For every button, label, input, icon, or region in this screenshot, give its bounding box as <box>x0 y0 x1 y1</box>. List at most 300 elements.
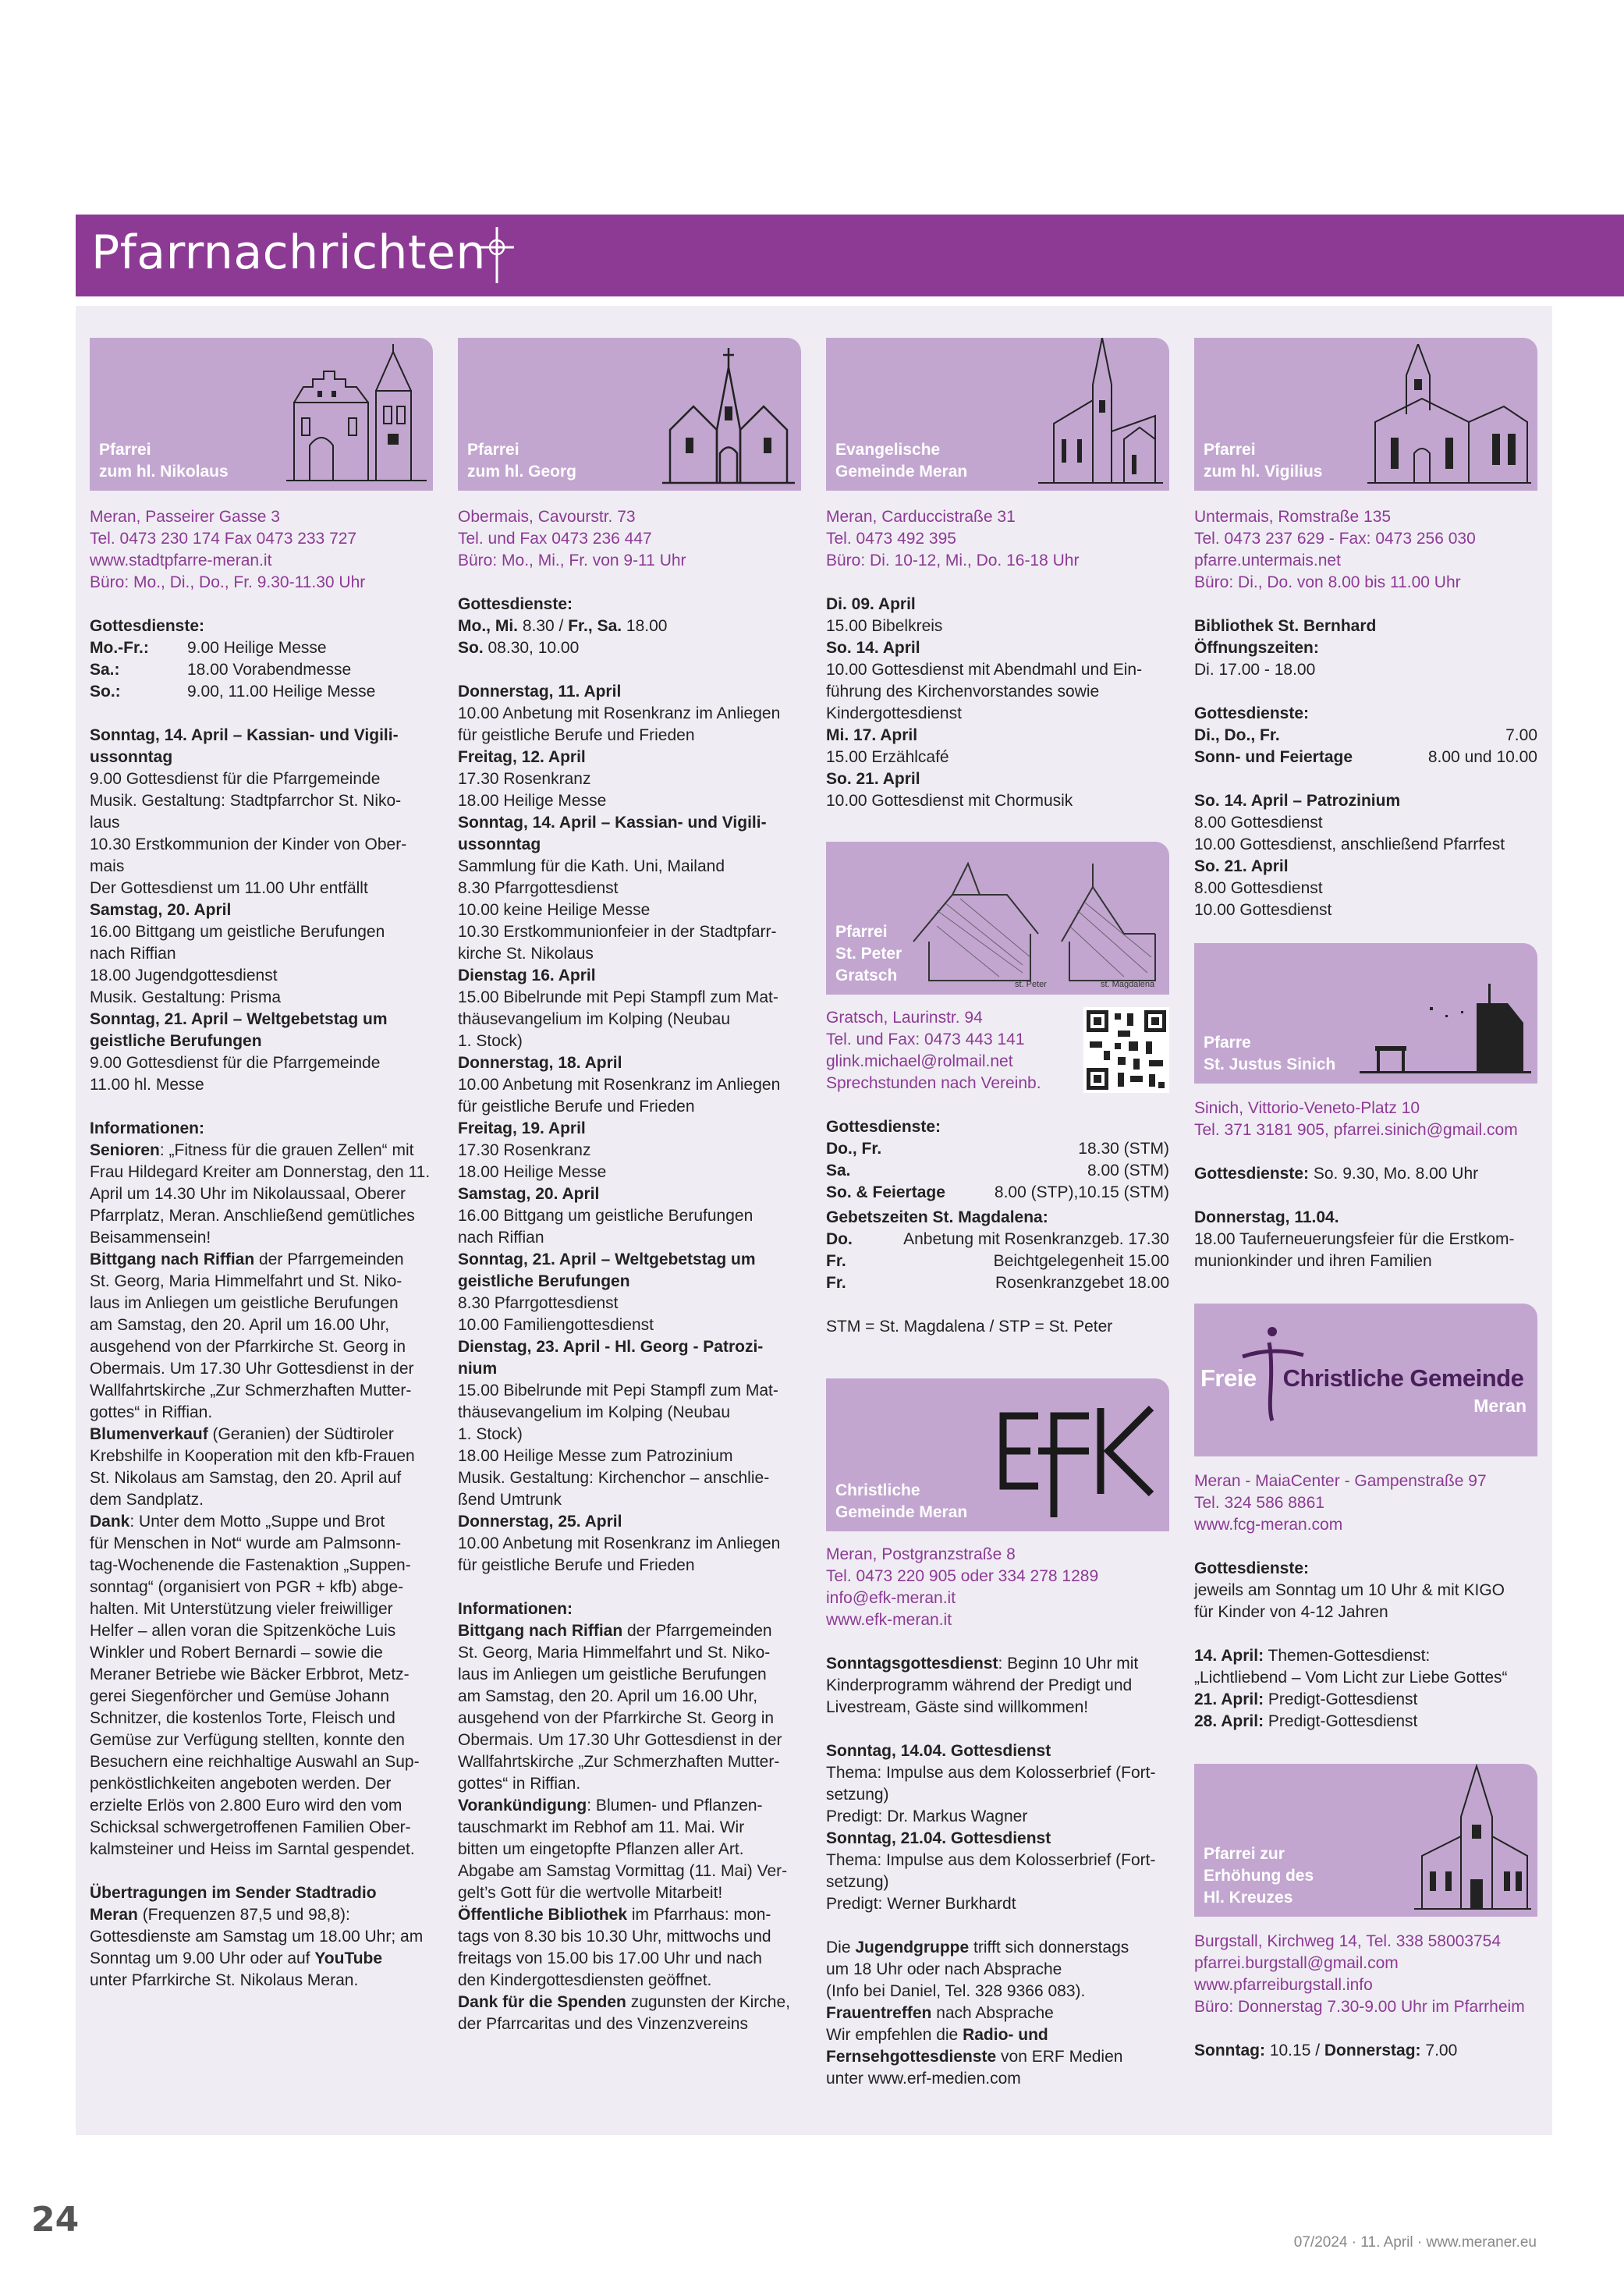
service-day: Sonn- und Feiertage <box>1194 748 1353 766</box>
text-line <box>1194 2040 1537 2062</box>
text-line: 9.00 Gottesdienst für die Pfarrgemeinde <box>90 1054 381 1072</box>
text-line <box>458 1664 801 1686</box>
email-link[interactable]: glink.michael@rolmail.net <box>826 1052 1013 1070</box>
text-segment: Krebshilfe in Kooperation mit den kfb-Frauen <box>90 1447 415 1465</box>
card-label-line: zum hl. Georg <box>467 463 577 481</box>
text-line: 10.00 Gottesdienst <box>1194 901 1332 919</box>
efk-info <box>826 1653 1169 1719</box>
text-line: Thema: Impulse aus dem Kolosserbrief (Fort- <box>826 1851 1156 1869</box>
text-segment: unter Pfarrkirche St. Nikolaus Meran. <box>90 1971 359 1989</box>
text-line: nium <box>458 1360 498 1378</box>
service-day: Do., Fr. <box>826 1140 882 1158</box>
card-evangelisch <box>826 338 1169 491</box>
text-segment: gottes“ in Riffian. <box>458 1775 581 1793</box>
text-segment: gelt’s Gott für die wertvolle Mitarbeit! <box>458 1884 723 1902</box>
column-nikolaus <box>90 338 433 1992</box>
text-line: für geistliche Berufe und Frieden <box>458 726 695 744</box>
text-line: Sonntag, 21. April – Weltgebetstag um <box>90 1010 388 1028</box>
text-line <box>458 1970 801 1992</box>
text-segment: Beisammensein! <box>90 1229 211 1247</box>
text-segment: Sonntag: <box>1194 2042 1265 2059</box>
info-heading: Informationen: <box>458 1600 573 1618</box>
text-segment: Übertragungen im Sender Stadtradio <box>90 1884 377 1902</box>
column-vigilius <box>1194 338 1537 2062</box>
text-line: Di. 17.00 - 18.00 <box>1194 661 1316 679</box>
text-line: 11.00 hl. Messe <box>90 1076 204 1094</box>
text-line: Samstag, 20. April <box>90 901 232 919</box>
radio-block <box>90 1882 433 1992</box>
text-line: 15.00 Erzählcafé <box>826 748 949 766</box>
text-segment: ausgehend von der Pfarrkirche St. Georg in <box>90 1338 406 1356</box>
text-segment: : Unter dem Motto „Suppe und Brot <box>129 1513 385 1531</box>
text-line: 10.00 Familiengottesdienst <box>458 1316 654 1334</box>
service-time: 8.00 (STM) <box>1087 1162 1169 1180</box>
text-segment: Die <box>826 1939 856 1956</box>
card-label-line: Gratsch <box>835 967 898 984</box>
text-segment: kalmsteiner und Heiss im Sarntal gespendet. <box>90 1840 415 1858</box>
text-segment: zugunsten der Kirche, <box>626 1993 790 2011</box>
text-line: 18.00 Tauferneuerungsfeier für die Erstkom- <box>1194 1230 1515 1248</box>
text-line: 1. Stock) <box>458 1032 523 1050</box>
text-segment: tauschmarkt im Rebhof am 11. Mai. Wir <box>458 1818 745 1836</box>
card-label <box>835 439 967 483</box>
text-segment: Themen-Gottesdienst: <box>1264 1647 1431 1665</box>
text-line: 8.00 Gottesdienst <box>1194 814 1323 832</box>
text-line <box>458 2013 801 2035</box>
sketch-caption: st. Magdalena <box>1101 980 1155 988</box>
text-line: 10.00 Gottesdienst mit Chormusik <box>826 792 1073 810</box>
text-segment: Fr., Sa. <box>568 617 622 635</box>
text-segment: Schnitzer, die kostenlos Torte, Fleisch und <box>90 1709 395 1727</box>
text-line <box>826 1697 1169 1719</box>
text-line <box>90 1249 433 1271</box>
office-hours: Büro: Mo., Di., Do., Fr. 9.30-11.30 Uhr <box>90 573 366 591</box>
text-line <box>1194 1689 1537 1711</box>
service-time: 8.00 (STP),10.15 (STM) <box>994 1183 1169 1201</box>
efk-logo-text: EFK <box>991 1392 993 1393</box>
text-segment: April um 14.30 Uhr im Nikolaussaal, Oberer <box>90 1185 406 1203</box>
text-line <box>90 1664 433 1686</box>
efk-events <box>826 1740 1169 1915</box>
card-label-line: Gemeinde Meran <box>835 463 968 481</box>
text-line: 18.00 Heilige Messe zum Patrozinium <box>458 1447 733 1465</box>
text-segment: (Frequenzen 87,5 und 98,8): <box>137 1906 350 1924</box>
contact-block <box>826 506 1169 572</box>
text-line: Donnerstag, 25. April <box>458 1513 622 1531</box>
text-line <box>90 1577 433 1598</box>
text-segment: (Geranien) der Südtiroler <box>207 1425 394 1443</box>
text-line <box>458 1729 801 1751</box>
service-time: 7.00 <box>1505 726 1537 744</box>
text-line: 16.00 Bittgang um geistliche Berufungen <box>458 1207 753 1225</box>
text-line: 10.00 Gottesdienst mit Abendmahl und Ein- <box>826 661 1143 679</box>
qr-code-icon[interactable] <box>1083 1007 1169 1093</box>
text-segment: gottes“ in Riffian. <box>90 1403 213 1421</box>
text-line: So. 14. April – Patrozinium <box>1194 792 1401 810</box>
website-link[interactable]: pfarre.untermais.net <box>1194 552 1341 569</box>
text-line: Freitag, 19. April <box>458 1119 586 1137</box>
text-line: 18.00 Heilige Messe <box>458 1163 607 1181</box>
office-hours: Büro: Di., Do. von 8.00 bis 11.00 Uhr <box>1194 573 1461 591</box>
services-block <box>1194 703 1537 768</box>
text-line: So. 14. April <box>826 639 920 657</box>
service-time: 18.30 (STM) <box>1078 1140 1169 1158</box>
card-label-line: St. Justus Sinich <box>1204 1055 1336 1073</box>
text-line <box>826 1653 1169 1675</box>
service-day: Di., Do., Fr. <box>1194 726 1280 744</box>
text-line: Predigt: Dr. Markus Wagner <box>826 1807 1028 1825</box>
text-segment: Livestream, Gäste sind willkommen! <box>826 1698 1089 1716</box>
text-line <box>458 1795 801 1817</box>
card-efk <box>826 1378 1169 1531</box>
address: Untermais, Romstraße 135 <box>1194 508 1392 526</box>
text-segment: laus im Anliegen um geistliche Berufungen <box>458 1666 767 1683</box>
text-line: Musik. Gestaltung: Kirchenchor – anschlie- <box>458 1469 770 1487</box>
text-line: Dienstag 16. April <box>458 967 596 984</box>
text-line: jeweils am Sonntag um 10 Uhr & mit KIGO <box>1194 1581 1505 1599</box>
text-segment: Senioren <box>90 1141 160 1159</box>
text-line: Freitag, 12. April <box>458 748 586 766</box>
events-block <box>458 681 801 1577</box>
text-segment: laus im Anliegen um geistliche Berufungen <box>90 1294 399 1312</box>
office-hours: Büro: Mo., Mi., Fr. von 9-11 Uhr <box>458 552 686 569</box>
text-segment: ausgehend von der Pfarrkirche St. Georg in <box>458 1709 775 1727</box>
text-line: Musik. Gestaltung: Prisma <box>90 988 282 1006</box>
text-segment: Jugendgruppe <box>855 1939 970 1956</box>
text-line <box>826 2024 1169 2046</box>
efk-more <box>826 1937 1169 2090</box>
card-label <box>99 439 229 483</box>
page-number: 24 <box>31 2200 80 2240</box>
website-link[interactable]: www.efk-meran.it <box>826 1611 952 1629</box>
contact-block <box>458 506 801 572</box>
text-line: Gottesdienste: <box>1194 1559 1310 1577</box>
prayer-heading: Gebetszeiten St. Magdalena: <box>826 1208 1048 1226</box>
text-line: Mi. 17. April <box>826 726 918 744</box>
text-segment: der Pfarrgemeinden <box>622 1622 772 1640</box>
text-line <box>90 1926 433 1948</box>
text-segment: Vorankündigung <box>458 1797 587 1815</box>
card-label <box>1204 1843 1314 1909</box>
text-segment: gerei Siegenförcher und Gemüse Johann <box>90 1687 390 1705</box>
text-line: 1. Stock) <box>458 1425 523 1443</box>
address: Gratsch, Laurinstr. 94 <box>826 1009 983 1027</box>
text-line <box>90 1511 433 1533</box>
text-segment: Frau Hildegard Kreiter am Donnerstag, den 11. <box>90 1163 431 1181</box>
fcg-services <box>1194 1558 1537 1623</box>
text-line: Samstag, 20. April <box>458 1185 600 1203</box>
prayer-day: Do. <box>826 1230 853 1248</box>
text-line: 10.00 Gottesdienst, anschließend Pfarrfest <box>1194 835 1505 853</box>
service-row <box>90 659 433 681</box>
text-line: 16.00 Bittgang um geistliche Berufungen <box>90 923 385 941</box>
address: Sinich, Vittorio-Veneto-Platz 10 <box>1194 1099 1420 1117</box>
website-link[interactable]: www.pfarreiburgstall.info <box>1194 1976 1373 1994</box>
legend-text: STM = St. Magdalena / STP = St. Peter <box>826 1318 1113 1336</box>
text-segment: : Blumen- und Pflanzen- <box>587 1797 763 1815</box>
text-line: 10.30 Erstkommunionfeier in der Stadtpfarr- <box>458 923 777 941</box>
phone: Tel. 0473 492 395 <box>826 530 956 548</box>
card-label-line: Gemeinde Meran <box>835 1503 968 1521</box>
text-line <box>826 1937 1169 1959</box>
service-time: 9.00 Heilige Messe <box>187 639 327 657</box>
text-segment: 8.30 / <box>518 617 569 635</box>
sinich-events <box>1194 1207 1537 1272</box>
churches-sketch-icon <box>906 848 1163 988</box>
text-line <box>90 1358 433 1380</box>
address: Burgstall, Kirchweg 14, Tel. 338 58003754 <box>1194 1932 1502 1950</box>
email-link[interactable]: info@efk-meran.it <box>826 1589 956 1607</box>
text-segment: Donnerstag: <box>1324 2042 1421 2059</box>
card-label-line: zum hl. Vigilius <box>1204 463 1323 481</box>
text-segment: Kinderprogramm während der Predigt und <box>826 1676 1133 1694</box>
text-segment: am Samstag, den 20. April um 16.00 Uhr, <box>90 1316 390 1334</box>
text-segment: 18.00 <box>622 617 668 635</box>
text-line: setzung) <box>826 1786 889 1804</box>
text-line: Sonntag, 14. April – Kassian- und Vigili- <box>90 726 399 744</box>
column-evangelisch <box>826 338 1169 2090</box>
phone: Tel. und Fax: 0473 443 141 <box>826 1031 1025 1048</box>
text-segment: Gottesdienste: <box>458 595 573 613</box>
text-line <box>90 1795 433 1817</box>
text-segment: Frauentreffen <box>826 2004 932 2022</box>
text-line <box>90 1751 433 1773</box>
text-line <box>458 1904 801 1926</box>
text-line <box>458 1642 801 1664</box>
card-label-line: zum hl. Nikolaus <box>99 463 229 481</box>
card-label-line: Christliche <box>835 1481 920 1499</box>
text-segment: Wallfahrtskirche „Zur Schmerzhaften Mutter- <box>90 1382 412 1399</box>
service-row <box>90 681 433 703</box>
section-header <box>76 215 1624 296</box>
text-line <box>90 1555 433 1577</box>
text-line <box>90 1620 433 1642</box>
text-segment: halten. Mit Unterstützung vieler freiwilliger <box>90 1600 393 1618</box>
card-label <box>467 439 576 483</box>
services-block <box>458 594 801 659</box>
text-line: Musik. Gestaltung: Stadtpfarrchor St. Niko- <box>90 792 402 810</box>
service-day: Sa.: <box>90 661 120 679</box>
service-row <box>826 1182 1169 1204</box>
text-segment: Obermais. Um 17.30 Uhr Gottesdienst in der <box>458 1731 782 1749</box>
contact-block <box>1194 1931 1537 2018</box>
text-segment: erzielte Erlös von 2.800 Euro wird den vom <box>90 1797 402 1815</box>
service-row <box>826 1160 1169 1182</box>
service-day: So. & Feiertage <box>826 1183 945 1201</box>
text-line: laus <box>90 814 120 832</box>
text-segment: Meran <box>90 1906 138 1924</box>
text-segment: 28. April: <box>1194 1712 1264 1730</box>
text-line: 17.30 Rosenkranz <box>458 770 591 788</box>
text-segment: St. Georg, Maria Himmelfahrt und St. Niko- <box>458 1644 771 1662</box>
text-line: ussonntag <box>90 748 173 766</box>
text-line <box>90 1708 433 1729</box>
text-line: Der Gottesdienst um 11.00 Uhr entfällt <box>90 879 368 897</box>
fcg-events <box>1194 1645 1537 1733</box>
address: Obermais, Cavourstr. 73 <box>458 508 636 526</box>
text-line: 10.00 Anbetung mit Rosenkranz im Anliegen <box>458 1076 781 1094</box>
text-line <box>90 1533 433 1555</box>
email-link[interactable]: pfarrei.burgstall@gmail.com <box>1194 1954 1399 1972</box>
contact-block <box>1194 1098 1537 1141</box>
service-time: 18.00 Vorabendmesse <box>187 661 352 679</box>
text-line <box>458 1817 801 1839</box>
text-line <box>90 1227 433 1249</box>
text-line <box>458 1882 801 1904</box>
text-segment: Besuchern eine reichhaltige Auswahl an Sup- <box>90 1753 420 1771</box>
text-line <box>90 1773 433 1795</box>
service-day: Mo.-Fr.: <box>90 639 149 657</box>
fcg-logo-word: Freie <box>1200 1364 1257 1392</box>
card-nikolaus <box>90 338 433 491</box>
card-label <box>835 1480 967 1524</box>
text-line: 10.00 Anbetung mit Rosenkranz im Anliegen <box>458 704 781 722</box>
text-segment: Meraner Betriebe wie Bäcker Erbbrot, Metz- <box>90 1666 410 1683</box>
card-vigilius <box>1194 338 1537 491</box>
text-line <box>90 1948 433 1970</box>
card-label <box>1204 1032 1335 1076</box>
address: Meran, Passeirer Gasse 3 <box>90 508 280 526</box>
info-block <box>458 1598 801 2035</box>
text-segment: tags von 8.30 bis 10.30 Uhr, mittwochs und <box>458 1928 771 1946</box>
service-row <box>90 637 433 659</box>
text-segment: „Lichtliebend – Vom Licht zur Liebe Gottes“ <box>1194 1669 1508 1687</box>
card-label-line: Pfarrei <box>835 923 888 941</box>
text-line <box>458 594 801 615</box>
text-line: Dienstag, 23. April - Hl. Georg - Patrozi- <box>458 1338 764 1356</box>
text-segment: Wir empfehlen die <box>826 2026 963 2044</box>
website-link[interactable]: www.fcg-meran.com <box>1194 1516 1343 1534</box>
text-line: Sonntag, 21. April – Weltgebetstag um <box>458 1250 756 1268</box>
text-line <box>458 1839 801 1861</box>
phone: Tel. und Fax 0473 236 447 <box>458 530 652 548</box>
prayer-row <box>826 1229 1169 1250</box>
text-line <box>458 1751 801 1773</box>
info-lines <box>90 1140 433 1861</box>
prayer-time: Beichtgelegenheit 15.00 <box>993 1252 1169 1270</box>
text-segment: bitten um eingetopfte Pflanzen aller Art. <box>458 1840 744 1858</box>
website-link[interactable]: www.stadtpfarre-meran.it <box>90 552 272 569</box>
card-label-line: St. Peter <box>835 945 902 963</box>
text-segment: sonntag“ (organisiert von PGR + kfb) abge- <box>90 1578 404 1596</box>
text-segment: nach Absprache <box>931 2004 1054 2022</box>
contact-block <box>90 506 433 594</box>
text-line: für geistliche Berufe und Frieden <box>458 1098 695 1116</box>
text-line <box>1194 1667 1537 1689</box>
church-burgstall-icon <box>1414 1764 1531 1910</box>
text-segment: 7.00 <box>1420 2042 1458 2059</box>
text-segment: So. 9.30, Mo. 8.00 Uhr <box>1309 1165 1479 1183</box>
service-day: So.: <box>90 683 121 701</box>
text-line <box>90 1817 433 1839</box>
text-segment: Abgabe am Samstag Vormittag (11. Mai) Ver- <box>458 1862 788 1880</box>
service-row <box>1194 725 1537 747</box>
text-line: 15.00 Bibelrunde mit Pepi Stampfl zum Mat- <box>458 988 778 1006</box>
text-segment: am Samstag, den 20. April um 16.00 Uhr, <box>458 1687 758 1705</box>
phone: Tel. 0473 230 174 Fax 0473 233 727 <box>90 530 357 548</box>
text-line: munionkinder und ihren Familien <box>1194 1252 1432 1270</box>
text-line: ussonntag <box>458 835 541 853</box>
cross-icon <box>473 224 520 286</box>
card-label-line: Hl. Kreuzes <box>1204 1889 1293 1907</box>
text-line: Sonntag, 21.04. Gottesdienst <box>826 1829 1051 1847</box>
text-line <box>826 1959 1169 1981</box>
phone: Tel. 0473 220 905 oder 334 278 1289 <box>826 1567 1099 1585</box>
text-segment: der Pfarrcaritas und des Vinzenzvereins <box>458 2015 748 2033</box>
text-segment: So. <box>458 639 484 657</box>
text-segment: St. Nikolaus am Samstag, den 20. April auf <box>90 1469 402 1487</box>
text-line: 18.00 Heilige Messe <box>458 792 607 810</box>
contact-block <box>1194 1470 1537 1536</box>
text-line: geistliche Berufungen <box>90 1032 262 1050</box>
sketch-caption: st. Peter <box>1015 980 1047 988</box>
prayer-time: Rosenkranzgebet 18.00 <box>995 1274 1169 1292</box>
text-line <box>458 1708 801 1729</box>
text-line <box>1194 1163 1537 1185</box>
text-line <box>826 2046 1169 2068</box>
text-segment: für Menschen in Not“ wurde am Palmsonn- <box>90 1534 402 1552</box>
prayer-row <box>826 1272 1169 1294</box>
text-segment: Radio- und <box>963 2026 1048 2044</box>
service-time: 9.00, 11.00 Heilige Messe <box>187 683 376 701</box>
text-segment: um 18 Uhr oder nach Absprache <box>826 1960 1062 1978</box>
text-segment: Dank für die Spenden <box>458 1993 626 2011</box>
text-line: für Kinder von 4-12 Jahren <box>1194 1603 1388 1621</box>
phone: Tel. 0473 237 629 - Fax: 0473 256 030 <box>1194 530 1476 548</box>
text-line: 18.00 Jugendgottesdienst <box>90 967 278 984</box>
text-segment: YouTube <box>314 1949 383 1967</box>
address: Meran, Postgranzstraße 8 <box>826 1545 1016 1563</box>
text-segment: 14. April: <box>1194 1647 1264 1665</box>
info-heading: Informationen: <box>90 1119 204 1137</box>
text-segment: Obermais. Um 17.30 Uhr Gottesdienst in der <box>90 1360 414 1378</box>
text-segment: Fernsehgottesdienste <box>826 2048 997 2066</box>
text-line: Thema: Impulse aus dem Kolosserbrief (Fort- <box>826 1764 1156 1782</box>
text-line <box>90 1489 433 1511</box>
phone: Tel. 324 586 8861 <box>1194 1494 1324 1512</box>
text-line <box>458 1992 801 2013</box>
text-line: 10.00 keine Heilige Messe <box>458 901 651 919</box>
text-segment: Wallfahrtskirche „Zur Schmerzhaften Mutter- <box>458 1753 780 1771</box>
text-line: 15.00 Bibelrunde mit Pepi Stampfl zum Mat- <box>458 1382 778 1399</box>
text-segment: Helfer – allen voran die Spitzenköche Luis <box>90 1622 396 1640</box>
text-line <box>458 1926 801 1948</box>
text-line <box>458 1861 801 1882</box>
office-hours: Büro: Donnerstag 7.30-9.00 Uhr im Pfarrheim <box>1194 1998 1525 2016</box>
text-line <box>826 1981 1169 2003</box>
text-line <box>458 1773 801 1795</box>
fcg-logo-line1 <box>1200 1364 1523 1392</box>
text-segment: Gottesdienste: <box>1194 1165 1310 1183</box>
card-label <box>1204 439 1322 483</box>
text-line: So. 21. April <box>1194 857 1289 875</box>
text-line <box>90 1642 433 1664</box>
fcg-logo-word: Christliche Gemeinde <box>1282 1364 1524 1392</box>
text-line: Predigt: Werner Burkhardt <box>826 1895 1016 1913</box>
card-georg <box>458 338 801 491</box>
sinich-services <box>1194 1163 1537 1185</box>
text-line <box>90 1424 433 1446</box>
prayer-day: Fr. <box>826 1252 846 1270</box>
card-label-line: Pfarrei <box>467 441 519 459</box>
text-line: 9.00 Gottesdienst für die Pfarrgemeinde <box>90 770 381 788</box>
text-segment: Dank <box>90 1513 130 1531</box>
text-line: kirche St. Nikolaus <box>458 945 594 963</box>
church-georg-icon <box>662 344 795 484</box>
text-line <box>90 1882 433 1904</box>
text-line <box>1194 1645 1537 1667</box>
text-line <box>90 1314 433 1336</box>
